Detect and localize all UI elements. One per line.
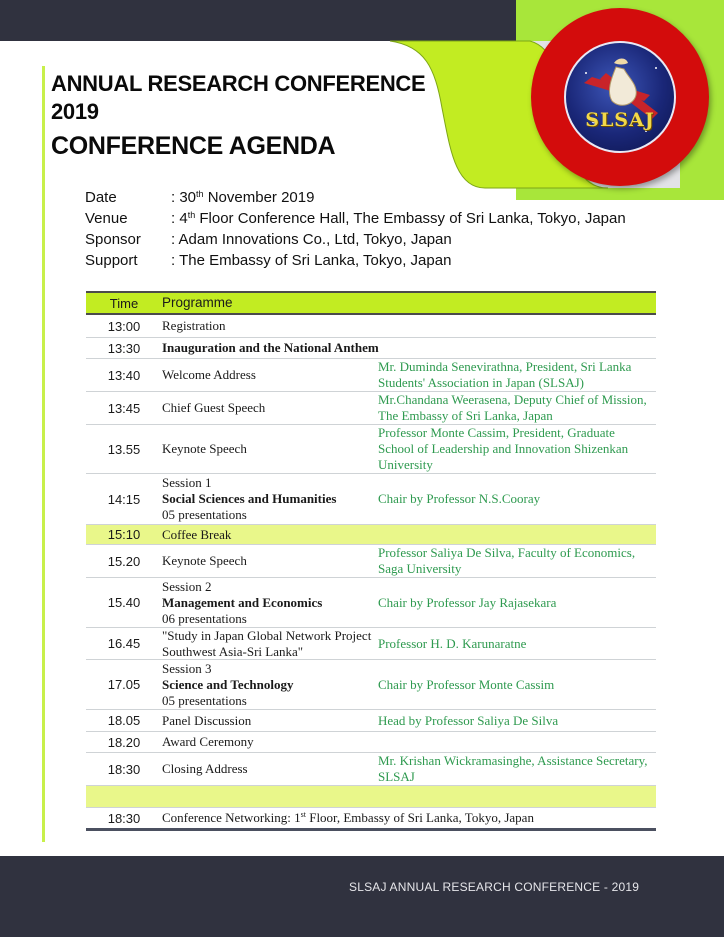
logo-emblem	[564, 41, 676, 153]
session-label: Session 3	[162, 660, 212, 676]
row-programme: Coffee Break	[162, 526, 232, 542]
row-time: 18.20	[107, 734, 141, 750]
info-value: : The Embassy of Sri Lanka, Tokyo, Japan	[171, 252, 452, 269]
info-label: Venue	[85, 210, 128, 227]
row-speaker: Chair by Professor Jay Rajasekara	[378, 594, 557, 610]
info-row-sponsor	[85, 229, 626, 250]
column-header-programme: Programme	[162, 295, 233, 310]
row-time: 13:45	[107, 400, 141, 416]
agenda-row	[86, 392, 656, 425]
agenda-table	[86, 291, 656, 831]
row-time: 15.40	[107, 595, 141, 610]
agenda-row	[86, 359, 656, 392]
row-speaker: Head by Professor Saliya De Silva	[378, 712, 559, 728]
agenda-row	[86, 732, 656, 753]
row-time: 13.55	[107, 441, 141, 457]
row-programme	[162, 661, 378, 709]
row-time: 17.05	[107, 677, 141, 692]
session-label: Session 1	[162, 475, 212, 490]
row-programme: Registration	[162, 318, 226, 333]
logo-text: SLSAJ	[585, 109, 655, 131]
event-info	[85, 187, 626, 271]
title-line-3: CONFERENCE AGENDA	[51, 132, 336, 160]
footer-bar	[0, 856, 724, 937]
agenda-row-spacer	[86, 786, 656, 808]
row-programme: Panel Discussion	[162, 712, 252, 728]
row-programme: Welcome Address	[162, 367, 256, 382]
title-line-2: 2019	[51, 99, 99, 124]
row-time: 18:30	[107, 810, 141, 826]
row-programme: "Study in Japan Global Network Project Southwest Asia-Sri Lanka"	[162, 627, 372, 659]
agenda-row	[86, 628, 656, 660]
row-speaker: Professor Monte Cassim, President, Graduate School of Leadership and Innovation Shizenkan University	[378, 425, 629, 472]
row-time: 18.05	[107, 713, 141, 728]
left-accent-line	[42, 66, 45, 842]
row-time: 13:40	[107, 367, 141, 383]
info-label: Support	[85, 252, 138, 269]
info-row-support	[85, 250, 626, 271]
session-label: Session 2	[162, 578, 212, 594]
agenda-row	[86, 425, 656, 474]
title-line-1: ANNUAL RESEARCH CONFERENCE	[51, 71, 426, 96]
agenda-row	[86, 710, 656, 732]
row-speaker: Chair by Professor N.S.Cooray	[378, 491, 541, 506]
row-programme	[162, 579, 378, 627]
agenda-row-session	[86, 474, 656, 525]
agenda-row-session	[86, 660, 656, 710]
row-programme	[162, 475, 378, 523]
row-time: 13:30	[107, 340, 141, 356]
agenda-row-highlight	[86, 525, 656, 545]
row-programme: Award Ceremony	[162, 734, 254, 749]
row-programme: Conference Networking: 1st Floor, Embassy of Sri Lanka, Tokyo, Japan	[162, 810, 534, 825]
agenda-row	[86, 338, 656, 359]
top-banner-bar	[0, 0, 520, 41]
row-time: 15:10	[107, 527, 141, 542]
presentation-count: 05 presentations	[162, 507, 247, 522]
page-title	[51, 70, 425, 164]
session-title: Management and Economics	[162, 594, 323, 610]
row-programme: Keynote Speech	[162, 553, 247, 568]
row-speaker: Chair by Professor Monte Cassim	[378, 676, 555, 692]
agenda-header-row	[86, 291, 656, 315]
agenda-row-networking	[86, 808, 656, 831]
row-speaker: Mr. Krishan Wickramasinghe, Assistance Secretary, SLSAJ	[378, 753, 648, 784]
row-time: 16.45	[107, 636, 141, 651]
info-label: Sponsor	[85, 231, 141, 248]
hand-emblem-icon	[566, 43, 676, 153]
row-time: 15.20	[107, 553, 141, 569]
agenda-row-session	[86, 578, 656, 628]
row-speaker: Mr.Chandana Weerasena, Deputy Chief of Mission, The Embassy of Sri Lanka, Japan	[378, 392, 647, 423]
footer-text: SLSAJ ANNUAL RESEARCH CONFERENCE - 2019	[349, 880, 640, 894]
row-speaker: Professor H. D. Karunaratne	[378, 635, 527, 651]
info-value: : 30th November 2019	[171, 189, 315, 206]
row-programme: Inauguration and the National Anthem	[162, 340, 379, 355]
info-row-date	[85, 187, 626, 208]
info-row-venue	[85, 208, 626, 229]
row-programme: Closing Address	[162, 761, 248, 776]
row-time: 18:30	[107, 761, 141, 777]
row-programme: Keynote Speech	[162, 441, 247, 456]
agenda-row	[86, 753, 656, 786]
session-title: Social Sciences and Humanities	[162, 491, 337, 506]
info-label: Date	[85, 189, 117, 206]
row-speaker: Mr. Duminda Senevirathna, President, Sri Lanka Students' Association in Japan (SLSAJ)	[378, 359, 632, 390]
presentation-count: 06 presentations	[162, 610, 247, 626]
row-programme: Chief Guest Speech	[162, 400, 266, 415]
info-value: : Adam Innovations Co., Ltd, Tokyo, Japan	[171, 231, 452, 248]
agenda-row	[86, 545, 656, 578]
row-time: 14:15	[107, 491, 141, 507]
slsaj-logo	[531, 8, 709, 186]
info-value: : 4th Floor Conference Hall, The Embassy of Sri Lanka, Tokyo, Japan	[171, 210, 626, 227]
row-speaker: Professor Saliya De Silva, Faculty of Economics, Saga University	[378, 545, 636, 576]
session-title: Science and Technology	[162, 676, 294, 692]
row-time: 13:00	[107, 318, 141, 334]
column-header-time: Time	[109, 295, 139, 311]
agenda-row	[86, 315, 656, 338]
presentation-count: 05 presentations	[162, 692, 247, 708]
